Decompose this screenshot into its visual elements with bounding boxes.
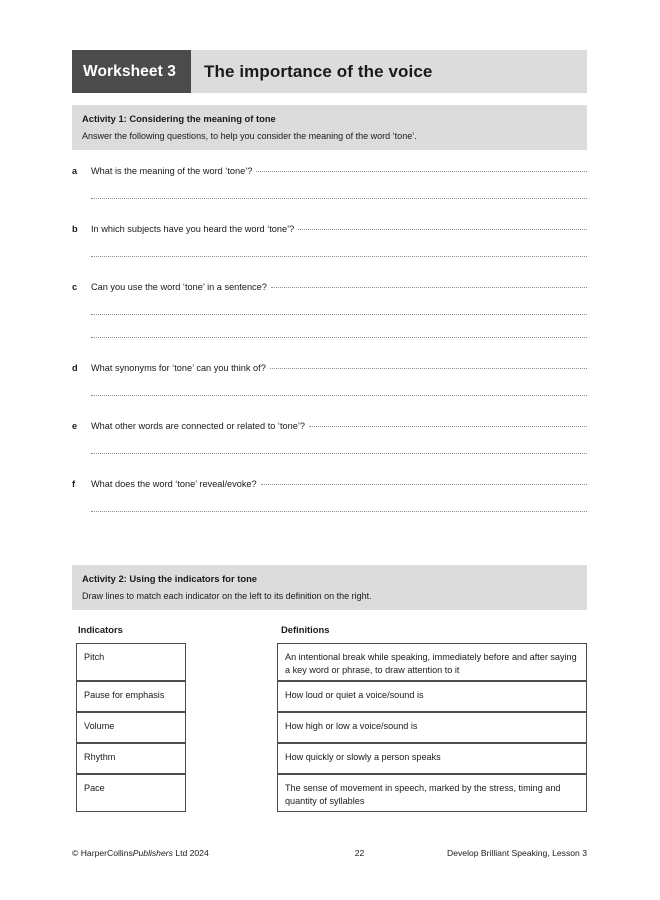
answer-spacer <box>72 176 587 198</box>
question-row <box>72 282 587 292</box>
match-cell[interactable]: How loud or quiet a voice/sound is <box>277 681 587 712</box>
answer-spacer <box>72 489 587 511</box>
match-cell[interactable]: The sense of movement in speech, marked by the stress, timing and quantity of syllables <box>277 774 587 812</box>
match-cell[interactable]: An intentional break while speaking, immediately before and after saying a key word or phrase, to draw attention to it <box>277 643 587 681</box>
answer-spacer <box>72 431 587 453</box>
answer-spacer <box>72 292 587 314</box>
page-footer <box>72 848 587 858</box>
source-reference: Develop Brilliant Speaking, Lesson 3 <box>447 848 587 858</box>
question-text: What synonyms for ‘tone’ can you think of? <box>91 363 266 373</box>
match-cell[interactable]: How high or low a voice/sound is <box>277 712 587 743</box>
match-cell[interactable]: Volume <box>76 712 186 743</box>
question-letter: b <box>72 224 78 234</box>
definitions-column-heading: Definitions <box>281 624 330 635</box>
match-cell[interactable]: Pace <box>76 774 186 812</box>
answer-spacer <box>72 373 587 395</box>
copyright-prefix: © HarperCollins <box>72 848 133 858</box>
question-text: In which subjects have you heard the word ‘tone’? <box>91 224 295 234</box>
copyright-suffix: Ltd 2024 <box>172 848 209 858</box>
answer-line[interactable] <box>270 368 587 369</box>
definitions-table <box>277 643 587 812</box>
question-text: What is the meaning of the word ‘tone’? <box>91 166 253 176</box>
answer-spacer <box>72 315 587 337</box>
copyright-notice <box>72 848 312 858</box>
page-title-label: The importance of the voice <box>204 61 433 81</box>
question-letter: e <box>72 421 78 431</box>
answer-line[interactable] <box>309 426 587 427</box>
question-gap <box>72 338 587 363</box>
answer-line[interactable] <box>256 171 587 172</box>
answer-line[interactable] <box>298 229 587 230</box>
question-text: What does the word ‘tone’ reveal/evoke? <box>91 479 257 489</box>
question-letter: a <box>72 166 78 176</box>
answer-line[interactable] <box>271 287 587 288</box>
indicators-table <box>76 643 186 812</box>
question-text: Can you use the word ‘tone’ in a sentence? <box>91 282 267 292</box>
question-row <box>72 479 587 489</box>
match-cell[interactable]: Pitch <box>76 643 186 681</box>
question-letter: c <box>72 282 78 292</box>
answer-line[interactable] <box>261 484 587 485</box>
question-row <box>72 224 587 234</box>
copyright-imprint: Publishers <box>132 848 173 858</box>
question-row <box>72 421 587 431</box>
question-letter: d <box>72 363 78 373</box>
question-list <box>72 166 587 537</box>
question-letter: f <box>72 479 76 489</box>
question-gap <box>72 199 587 224</box>
activity-2-title: Activity 2: Using the indicators for tone <box>82 573 258 584</box>
answer-spacer <box>72 234 587 256</box>
match-cell[interactable]: How quickly or slowly a person speaks <box>277 743 587 774</box>
indicators-column-heading: Indicators <box>78 624 123 635</box>
page-number: 22 <box>354 848 365 858</box>
question-gap <box>72 396 587 421</box>
activity-2-instruction: Draw lines to match each indicator on the left to its definition on the right. <box>82 591 372 601</box>
activity-2-banner <box>72 565 587 610</box>
match-cell[interactable]: Rhythm <box>76 743 186 774</box>
page-title <box>191 50 587 93</box>
worksheet-header <box>72 50 587 93</box>
worksheet-number-label: Worksheet 3 <box>83 62 176 80</box>
activity-1-banner <box>72 105 587 150</box>
activity-1-instruction: Answer the following questions, to help you consider the meaning of the word ‘tone’. <box>82 131 417 141</box>
question-row <box>72 363 587 373</box>
activity-1-title: Activity 1: Considering the meaning of tone <box>82 113 276 124</box>
question-gap <box>72 512 587 537</box>
worksheet-number-badge <box>72 50 191 93</box>
question-gap <box>72 454 587 479</box>
question-gap <box>72 257 587 282</box>
match-cell[interactable]: Pause for emphasis <box>76 681 186 712</box>
question-row <box>72 166 587 176</box>
question-text: What other words are connected or related to ‘tone’? <box>91 421 305 431</box>
